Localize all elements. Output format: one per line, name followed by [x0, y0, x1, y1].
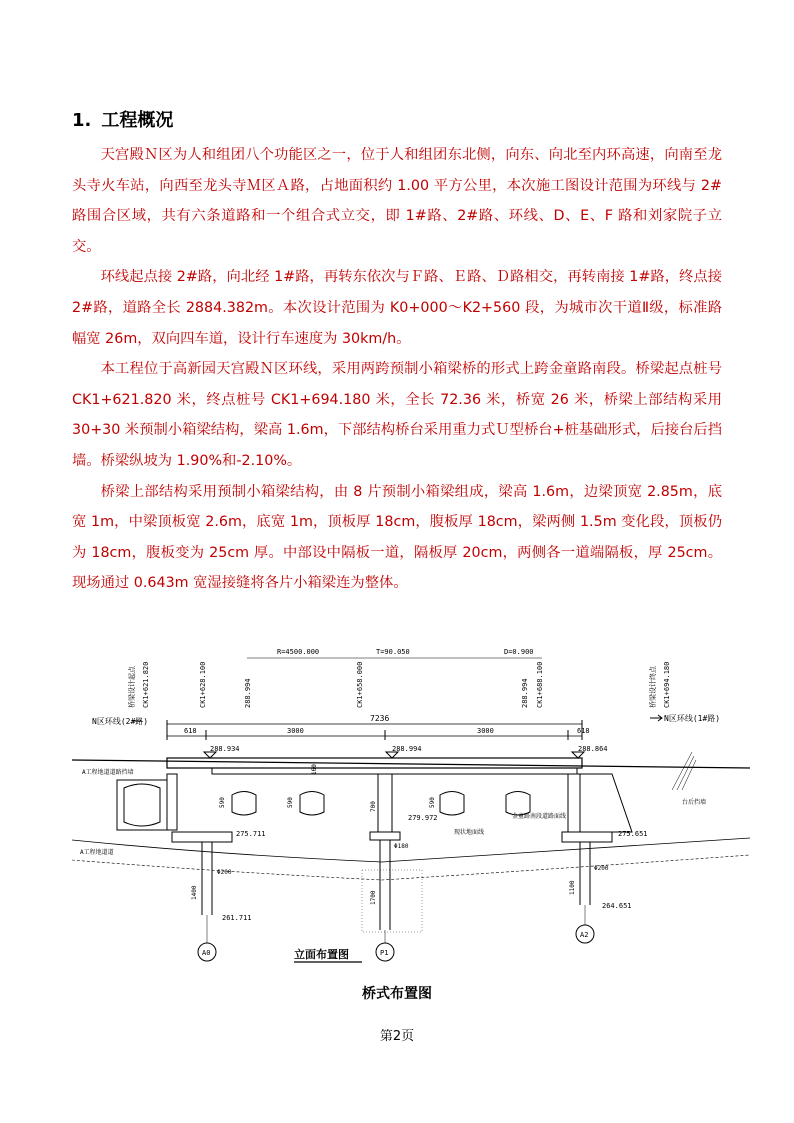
- mid-station: CK1+658.000: [356, 661, 364, 708]
- pile-dia-a0: Φ200: [217, 869, 232, 876]
- left-ground-label: A工程地道道: [80, 849, 114, 856]
- retaining-label: 台后挡墙: [682, 799, 707, 806]
- paragraph-2: 环线起点接 2#路，向北经 1#路，再转东依次与Ｆ路、Ｅ路、Ｄ路相交，再转南接 1#路，终点接 2#路，道路全长 2884.382m。本次设计范围为 K0+000～K2+560 段，为城市次干道Ⅱ级，标准路幅宽 26m，双向四车道，设计行车速度为 30km/h。: [72, 269, 722, 347]
- right-road-label: N区环线(1#路): [664, 714, 721, 723]
- pile-dia-a2: Φ200: [594, 865, 609, 872]
- end-station: CK1+694.180: [663, 661, 671, 708]
- bridge-elevation-drawing: [72, 640, 750, 970]
- start-station-title: 桥梁设计起点: [128, 666, 136, 708]
- pier-height: 700: [370, 801, 377, 812]
- elev-left: 288.934: [210, 745, 240, 753]
- elev-a2-tip: 264.651: [602, 902, 632, 910]
- road-below-label: 金童路南段道路面线: [512, 813, 567, 820]
- total-length: 7236: [370, 714, 390, 723]
- left-wall-label: A工程地道道路挡墙: [82, 769, 134, 776]
- span-4: 618: [577, 727, 590, 735]
- girder-height-3: 590: [429, 797, 436, 808]
- span-1: 618: [184, 727, 197, 735]
- left-pier-station: CK1+628.100: [199, 661, 207, 708]
- marker-p1: P1: [380, 949, 389, 957]
- page-number: 第2页: [379, 1029, 415, 1044]
- elev-right: 288.864: [578, 745, 608, 753]
- paragraph-1: 天宫殿Ｎ区为人和组团八个功能区之一，位于人和组团东北侧，向东、向北至内环高速，向南至龙头寺火车站，向西至龙头寺Ｍ区Ａ路，占地面积约 1.00 平方公里，本次施工图设计范围为环线与 2#路围合区域，共有六条道路和一个组合式立交，即 1#路、2#路、环线、D、E、F 路和刘家院子立交。: [72, 147, 722, 255]
- ground-line-label: 现状地面线: [454, 829, 485, 836]
- girder-height-2: 590: [287, 797, 294, 808]
- deck-depth: 160: [311, 764, 318, 775]
- elev-a0-tip: 261.711: [222, 914, 252, 922]
- end-station-title: 桥梁设计终点: [649, 666, 657, 708]
- girder-height-1: 590: [219, 797, 226, 808]
- marker-a2: A2: [580, 931, 589, 939]
- section-title: 工程概况: [101, 110, 174, 131]
- section-number: 1.: [72, 110, 92, 131]
- section-heading: [72, 106, 173, 132]
- figure-caption: 桥式布置图: [362, 986, 432, 1002]
- elev-p1-found: 279.972: [408, 814, 438, 822]
- paragraph-3: 本工程位于高新园天宫殿Ｎ区环线，采用两跨预制小箱梁桥的形式上跨金童路南段。桥梁起点桩号 CK1+621.820 米，终点桩号 CK1+694.180 米，全长 72.36 米，桥宽 26 米，桥梁上部结构采用 30+30 米预制小箱梁结构，梁高 1.6m，下部结构桥台采用重力式Ｕ型桥台+桩基础形式，后接台后挡墙。桥梁纵坡为 1.90%和-2.10%。: [72, 361, 722, 469]
- mid-elev-label: 288.994: [244, 678, 252, 708]
- start-station: CK1+621.820: [142, 661, 150, 708]
- body-text: [72, 140, 722, 599]
- elev-mid: 288.994: [392, 745, 422, 753]
- elev-a0-found: 275.711: [236, 830, 266, 838]
- right-elev-label: 288.994: [521, 678, 529, 708]
- paragraph-4: 桥梁上部结构采用预制小箱梁结构，由 8 片预制小箱梁组成，梁高 1.6m，边梁顶宽 2.85m，底宽 1m，中梁顶板宽 2.6m，底宽 1m，顶板厚 18cm，腹板厚 18cm，梁两侧 1.5m 变化段，顶板仍为 18cm，腹板变为 25cm 厚。中部设中隔板一道，隔板厚 20cm，两侧各一道端隔板，厚 25cm。现场通过 0.643m 宽湿接缝将各片小箱梁连为整体。: [72, 483, 722, 592]
- deflection-label: D=0.900: [504, 648, 534, 656]
- tangent-label: T=90.050: [376, 648, 410, 656]
- box-voids: [232, 792, 530, 816]
- curve-radius-label: R=4500.000: [277, 648, 320, 656]
- right-pier-station: CK1+688.100: [536, 661, 544, 708]
- span-3: 3000: [477, 727, 494, 735]
- drawing-title: 立面布置图: [294, 948, 349, 961]
- pile-len-a2: 1100: [569, 880, 576, 895]
- left-road-label: N区环线(2#路): [92, 717, 149, 726]
- pile-len-a0: 1400: [191, 885, 198, 900]
- pile-dia-p1: Φ180: [394, 843, 409, 850]
- elev-a2-found: 275.651: [618, 830, 648, 838]
- pile-len-p1: 1700: [370, 890, 377, 905]
- span-2: 3000: [287, 727, 304, 735]
- marker-a0: A0: [202, 949, 211, 957]
